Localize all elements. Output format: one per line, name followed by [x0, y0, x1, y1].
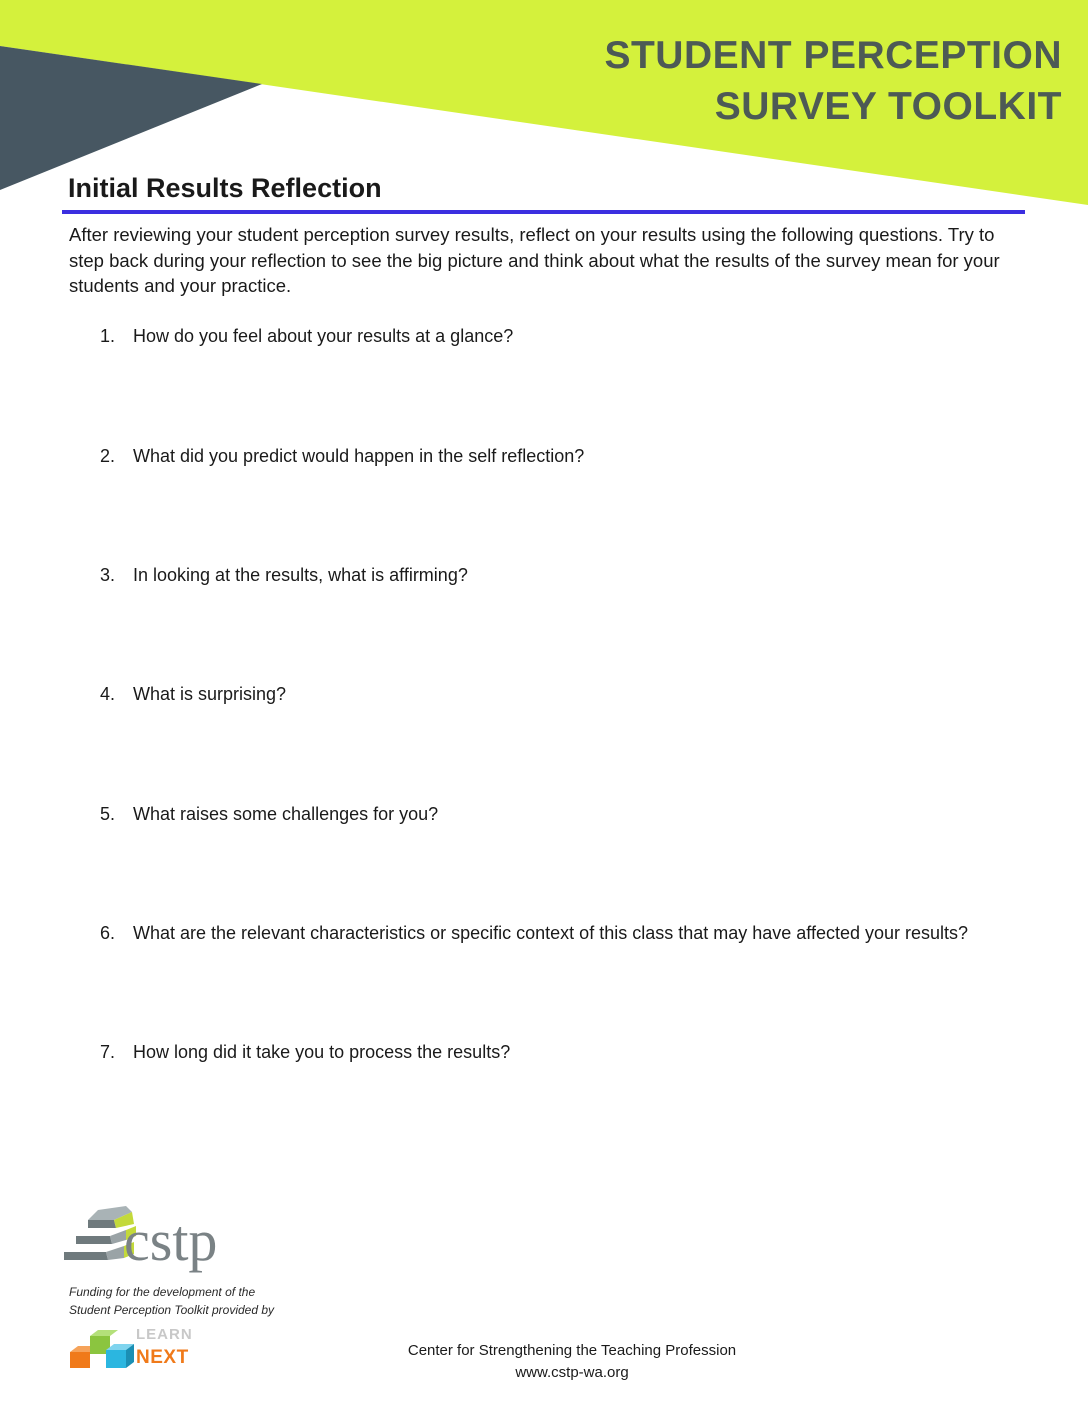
question-number: 3. [100, 565, 116, 585]
blocks-logo-icon [68, 1328, 138, 1372]
learn-wordmark: LEARN [136, 1326, 193, 1343]
section-title: Initial Results Reflection [68, 173, 382, 203]
funding-line1: Funding for the development of the [69, 1285, 256, 1299]
question-text: What raises some challenges for you? [133, 804, 439, 824]
question-item [100, 563, 1040, 587]
intro-paragraph: After reviewing your student perception survey results, reflect on your results using the following questions. Try to step back during your reflection to see the big picture and think about what the results of the survey mean for your students and your practice. [69, 224, 1000, 296]
question-number: 6. [100, 923, 116, 943]
funding-note [69, 1283, 274, 1319]
question-item [100, 802, 1040, 826]
cstp-wordmark: cstp [124, 1208, 218, 1273]
footer-org-name: Center for Strengthening the Teaching Profession [407, 1342, 737, 1359]
toolkit-title-line1: STUDENT PERCEPTION [604, 34, 1062, 77]
question-text: What are the relevant characteristics or specific context of this class that may have affected your results? [133, 923, 969, 943]
funding-line2: Student Perception Toolkit provided by [69, 1303, 275, 1317]
question-text: What is surprising? [133, 684, 287, 704]
question-number: 1. [100, 326, 116, 346]
question-item [100, 324, 1040, 348]
section-divider [62, 210, 1025, 214]
question-text: How long did it take you to process the results? [133, 1042, 511, 1062]
footer-url[interactable]: www.cstp-wa.org [515, 1364, 629, 1381]
footer [372, 1340, 772, 1384]
cstp-logo [62, 1206, 237, 1278]
question-text: In looking at the results, what is affirming? [133, 565, 468, 585]
question-item [100, 1040, 1040, 1064]
question-item [100, 682, 1040, 706]
stairs-logo-icon [62, 1206, 237, 1278]
toolkit-title [604, 30, 1062, 132]
question-text: How do you feel about your results at a glance? [133, 326, 514, 346]
question-text: What did you predict would happen in the self reflection? [133, 446, 585, 466]
question-number: 7. [100, 1042, 116, 1062]
question-number: 5. [100, 804, 116, 824]
question-number: 4. [100, 684, 116, 704]
question-item [100, 444, 1040, 468]
question-item [100, 921, 1040, 945]
next-wordmark: NEXT [136, 1347, 189, 1368]
toolkit-title-line2: SURVEY TOOLKIT [714, 85, 1062, 128]
question-number: 2. [100, 446, 116, 466]
